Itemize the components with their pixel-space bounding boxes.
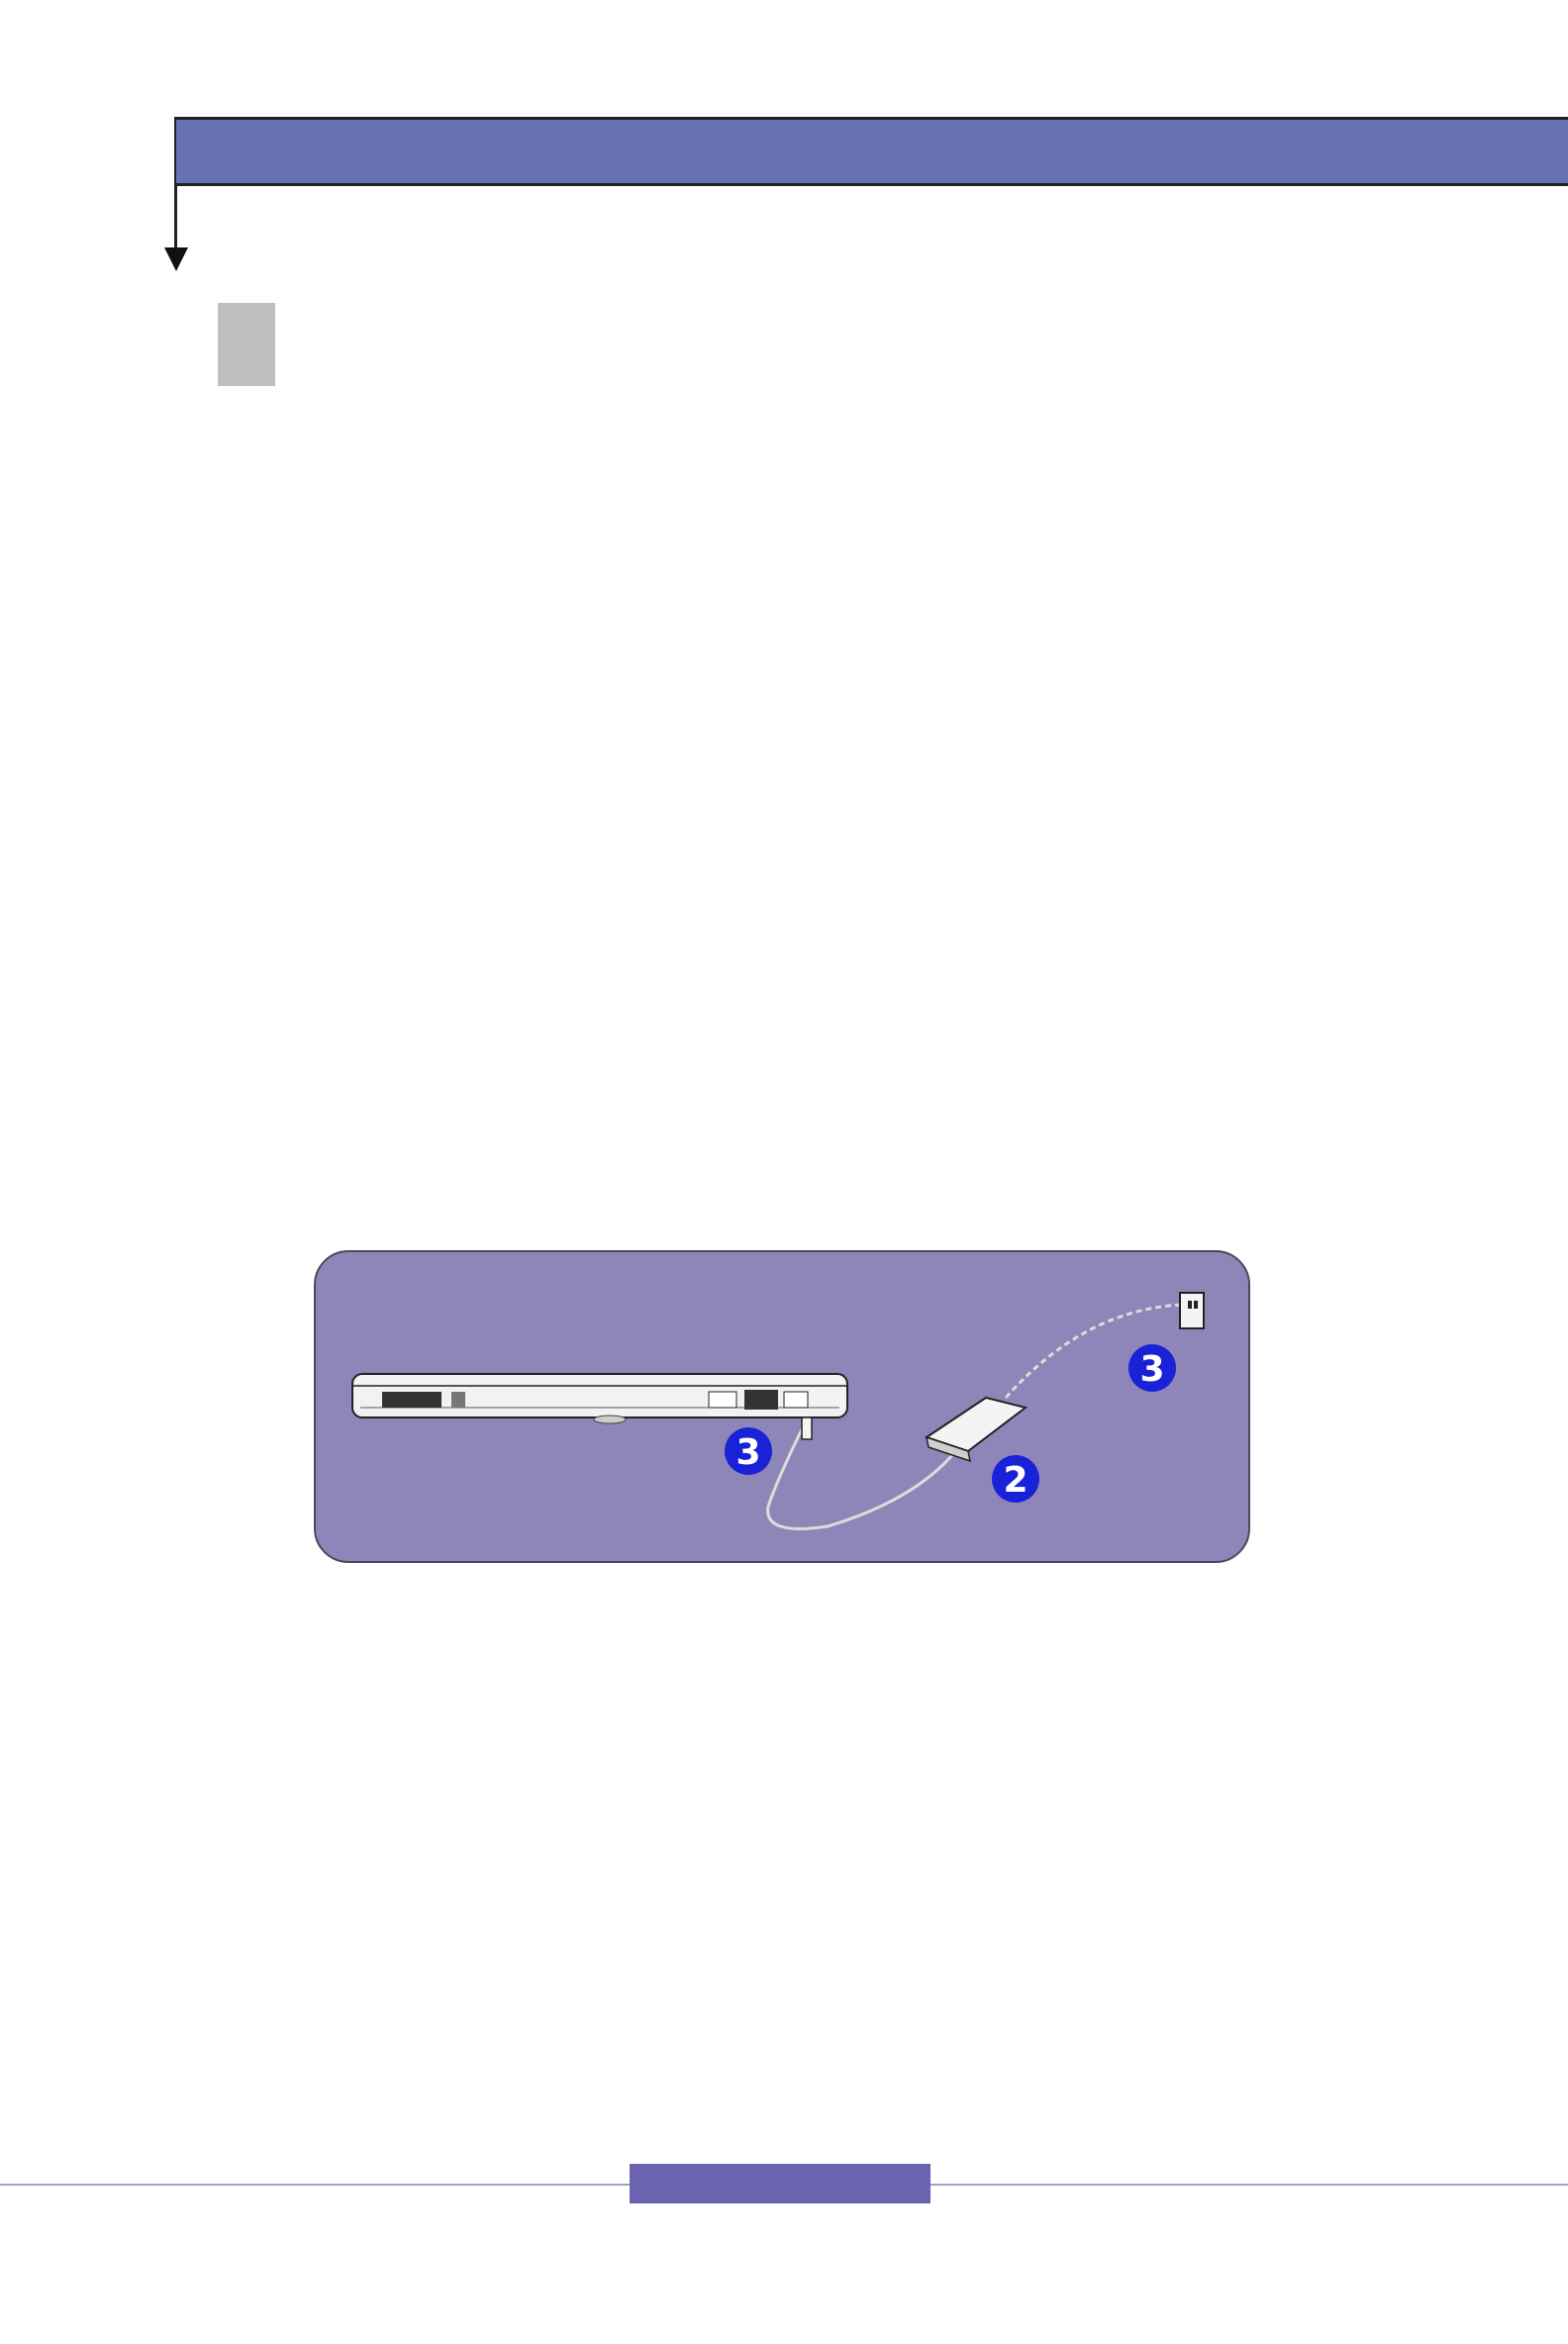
laptop-rear-icon (352, 1374, 847, 1423)
page-number (630, 2164, 931, 2203)
svg-text:2: 2 (1003, 1460, 1029, 1501)
header-banner (176, 117, 1568, 186)
step-badge (1128, 1344, 1176, 1392)
step-badge (725, 1427, 772, 1475)
baidu-watermark (1111, 2118, 1536, 2296)
svg-text:3: 3 (1139, 1349, 1165, 1390)
arrow-down-icon (164, 247, 188, 271)
wall-socket-icon (1180, 1293, 1204, 1328)
ac-adapter-illustration (313, 1249, 1251, 1564)
step-badge (992, 1455, 1039, 1503)
svg-text:3: 3 (735, 1432, 761, 1473)
title-highlight (218, 303, 275, 386)
dc-plug-icon (802, 1417, 812, 1439)
